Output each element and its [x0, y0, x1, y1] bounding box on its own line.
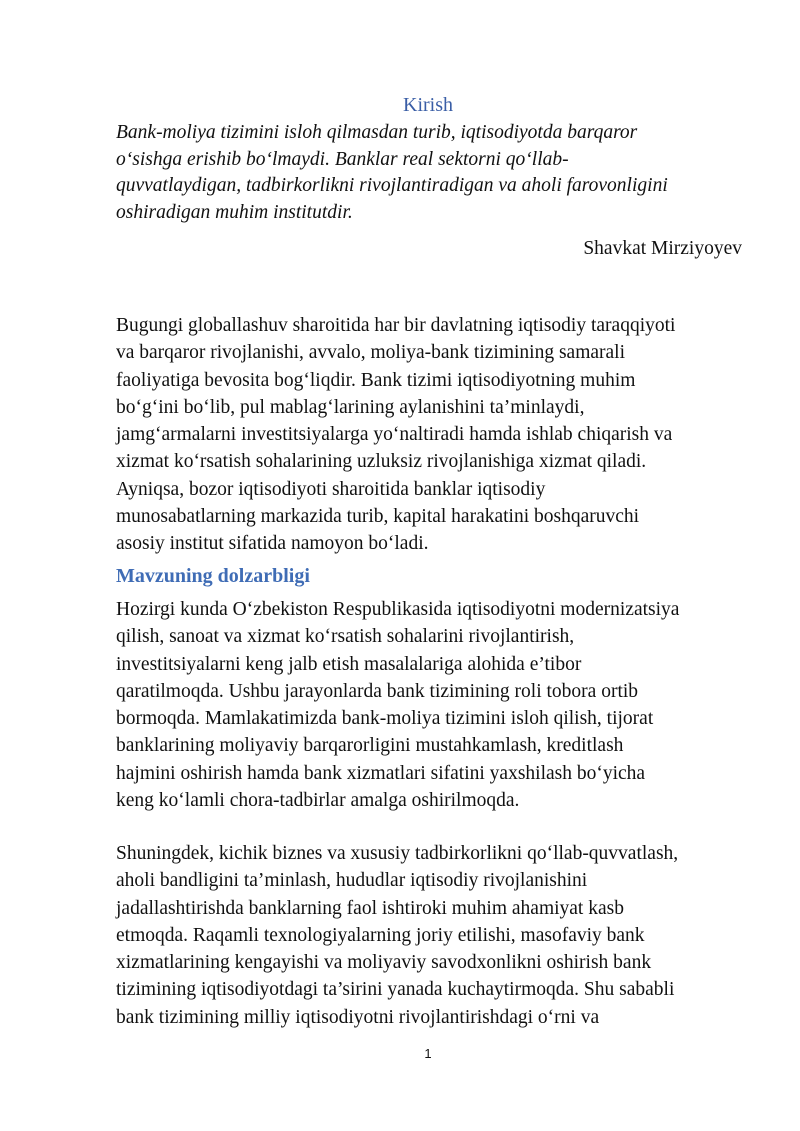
paragraph-line: asosiy institut sifatida namoyon bo‘ladi.	[116, 533, 429, 555]
paragraph-line: keng ko‘lamli chora-tadbirlar amalga oshirilmoqda.	[116, 790, 520, 812]
paragraph-continuation	[116, 840, 756, 1031]
paragraph-line: tizimining iqtisodiyotdagi ta’sirini yanada kuchaytirmoqda. Shu sababli	[116, 979, 675, 1001]
paragraph-line: Ayniqsa, bozor iqtisodiyoti sharoitida banklar iqtisodiy	[116, 478, 546, 500]
paragraph-line: banklarining moliyaviy barqarorligini mustahkamlash, kreditlash	[116, 735, 624, 757]
epigraph-line: oshiradigan muhim institutdir.	[116, 201, 353, 223]
paragraph-line: bormoqda. Mamlakatimizda bank-moliya tizimini isloh qilish, tijorat	[116, 708, 654, 730]
paragraph-line: qaratilmoqda. Ushbu jarayonlarda bank tizimining roli tobora ortib	[116, 680, 639, 702]
paragraph-line: Hozirgi kunda O‘zbekiston Respublikasida iqtisodiyotni modernizatsiya	[116, 599, 680, 620]
paragraph-line: etmoqda. Raqamli texnologiyalarning joriy etilishi, masofaviy bank	[116, 924, 645, 946]
paragraph-line: Bugungi globallashuv sharoitida har bir davlatning iqtisodiy taraqqiyoti	[116, 315, 676, 336]
epigraph-line: Bank-moliya tizimini isloh qilmasdan turib, iqtisodiyotda barqaror	[116, 122, 638, 143]
paragraph-line: hajmini oshirish hamda bank xizmatlari sifatini yaxshilash bo‘yicha	[116, 762, 646, 784]
paragraph-line: munosabatlarning markazida turib, kapital harakatini boshqaruvchi	[116, 506, 640, 528]
epigraph-line: o‘sishga erishib bo‘lmaydi. Banklar real sektorni qo‘llab-	[116, 148, 569, 170]
paragraph-line: qilish, sanoat va xizmat ko‘rsatish sohalarini rivojlantirish,	[116, 626, 575, 648]
paragraph-line: xizmatlarining kengayishi va moliyaviy savodxonlikni oshirish bank	[116, 952, 652, 974]
paragraph-line: bo‘g‘ini bo‘lib, pul mablag‘larining aylanishini ta’minlaydi,	[116, 396, 585, 418]
paragraph-line: aholi bandligini ta’minlash, hududlar iqtisodiy rivojlanishini	[116, 870, 588, 892]
paragraph-line: xizmat ko‘rsatish sohalarining uzluksiz rivojlanishiga xizmat qiladi.	[116, 451, 647, 473]
paragraph-line: jadallashtirishda banklarning faol ishtiroki muhim ahamiyat kasb	[116, 897, 624, 919]
epigraph-quote	[116, 120, 756, 226]
epigraph-author: Shavkat Mirziyoyev	[583, 238, 742, 259]
document-title: Kirish	[403, 94, 453, 116]
paragraph-line: bank tizimining milliy iqtisodiyotni rivojlantirishdagi o‘rni va	[116, 1006, 600, 1028]
page-number: 1	[424, 1046, 432, 1061]
epigraph-line: quvvatlaydigan, tadbirkorlikni rivojlantiradigan va aholi farovonligini	[116, 175, 668, 196]
paragraph-line: faoliyatiga bevosita bog‘liqdir. Bank tizimi iqtisodiyotning muhim	[116, 369, 636, 391]
paragraph-line: va barqaror rivojlanishi, avvalo, moliya-bank tizimining samarali	[116, 342, 626, 364]
paragraph-line: jamg‘armalarni investitsiyalarga yo‘naltiradi hamda ishlab chiqarish va	[116, 424, 673, 446]
paragraph-relevance	[116, 596, 756, 814]
paragraph-intro	[116, 312, 756, 558]
paragraph-line: investitsiyalarni keng jalb etish masalalariga alohida e’tibor	[116, 653, 582, 675]
section-heading: Mavzuning dolzarbligi	[116, 565, 310, 587]
paragraph-line: Shuningdek, kichik biznes va xususiy tadbirkorlikni qo‘llab-quvvatlash,	[116, 843, 679, 864]
